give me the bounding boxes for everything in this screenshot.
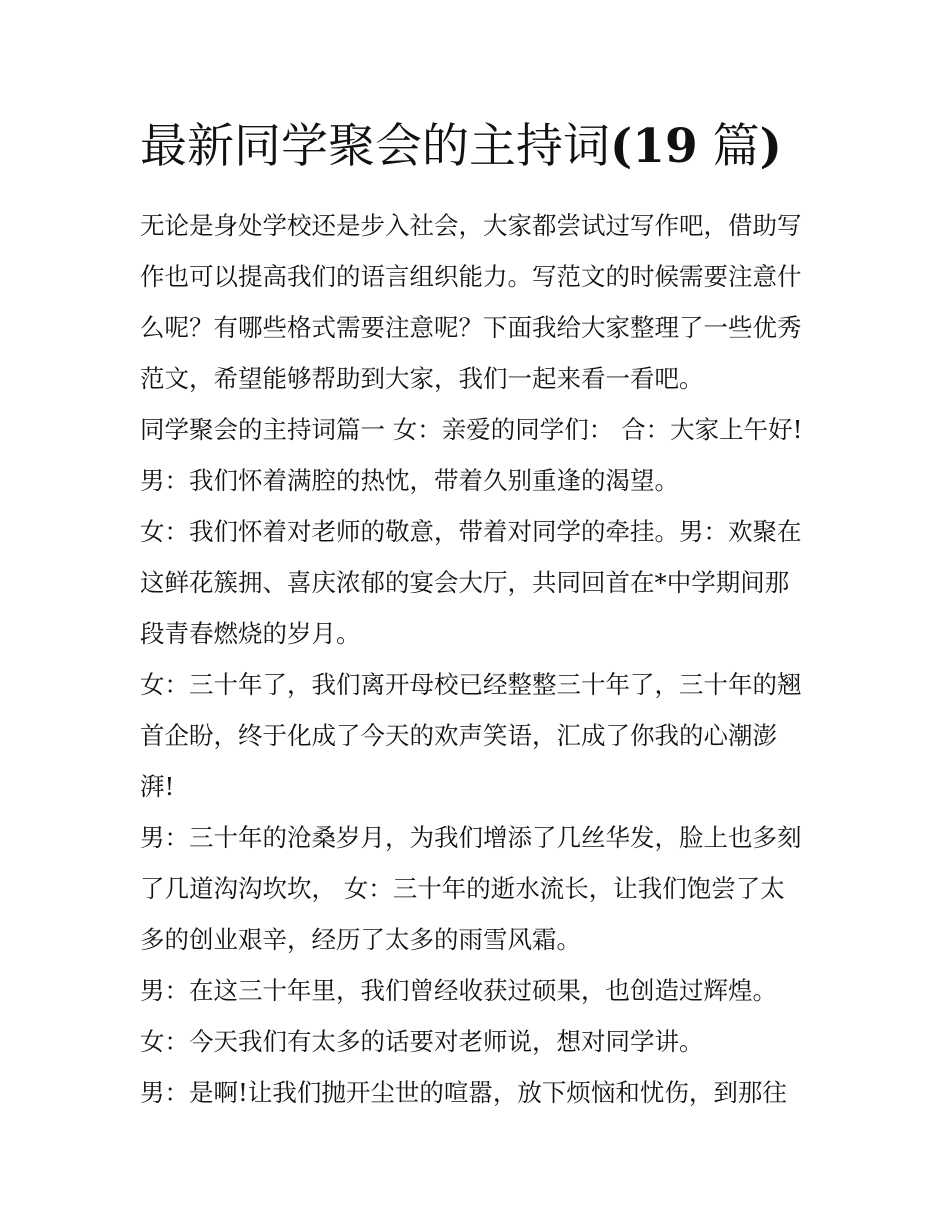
title-main: 最新同学聚会的主持词 xyxy=(140,119,610,174)
text-line: 男：在这三十年里，我们曾经收获过硕果，也创造过辉煌。 xyxy=(140,976,777,1005)
text-line: 同学聚会的主持词篇一 女：亲爱的同学们： 合：大家上午好! xyxy=(140,415,803,444)
text-line: 男：是啊!让我们抛开尘世的喧嚣，放下烦恼和忧伤，到那往 xyxy=(140,1078,787,1107)
text-line: 这鲜花簇拥、喜庆浓郁的宴会大厅，共同回首在*中学期间那 xyxy=(140,568,790,597)
page-title xyxy=(140,112,840,182)
title-count: (19 xyxy=(610,119,698,174)
title-close: ) xyxy=(759,119,782,174)
title-unit: 篇 xyxy=(697,119,760,174)
text-line: 女：我们怀着对老师的敬意，带着对同学的牵挂。男：欢聚在 xyxy=(140,517,802,546)
text-line: 湃! xyxy=(140,772,175,801)
text-line: 首企盼，终于化成了今天的欢声笑语，汇成了你我的心潮澎 xyxy=(140,721,777,750)
text-line: 男：三十年的沧桑岁月，为我们增添了几丝华发，脸上也多刻 xyxy=(140,823,802,852)
text-line: 段青春燃烧的岁月。 xyxy=(140,619,361,648)
text-line: 男：我们怀着满腔的热忱，带着久别重逢的渴望。 xyxy=(140,466,679,495)
text-line: 作也可以提高我们的语言组织能力。写范文的时候需要注意什 xyxy=(140,262,802,291)
body-text xyxy=(140,200,830,1118)
text-line: 多的创业艰辛，经历了太多的雨雪风霜。 xyxy=(140,925,581,954)
text-line: 无论是身处学校还是步入社会，大家都尝试过写作吧，借助写 xyxy=(140,211,802,240)
text-line: 么呢？有哪些格式需要注意呢？下面我给大家整理了一些优秀 xyxy=(140,313,802,342)
text-line: 范文，希望能够帮助到大家，我们一起来看一看吧。 xyxy=(140,364,704,393)
text-line: 女：三十年了，我们离开母校已经整整三十年了，三十年的翘 xyxy=(140,670,802,699)
text-line: 女：今天我们有太多的话要对老师说，想对同学讲。 xyxy=(140,1027,704,1056)
text-line: 了几道沟沟坎坎， 女：三十年的逝水流长，让我们饱尝了太 xyxy=(140,874,785,903)
